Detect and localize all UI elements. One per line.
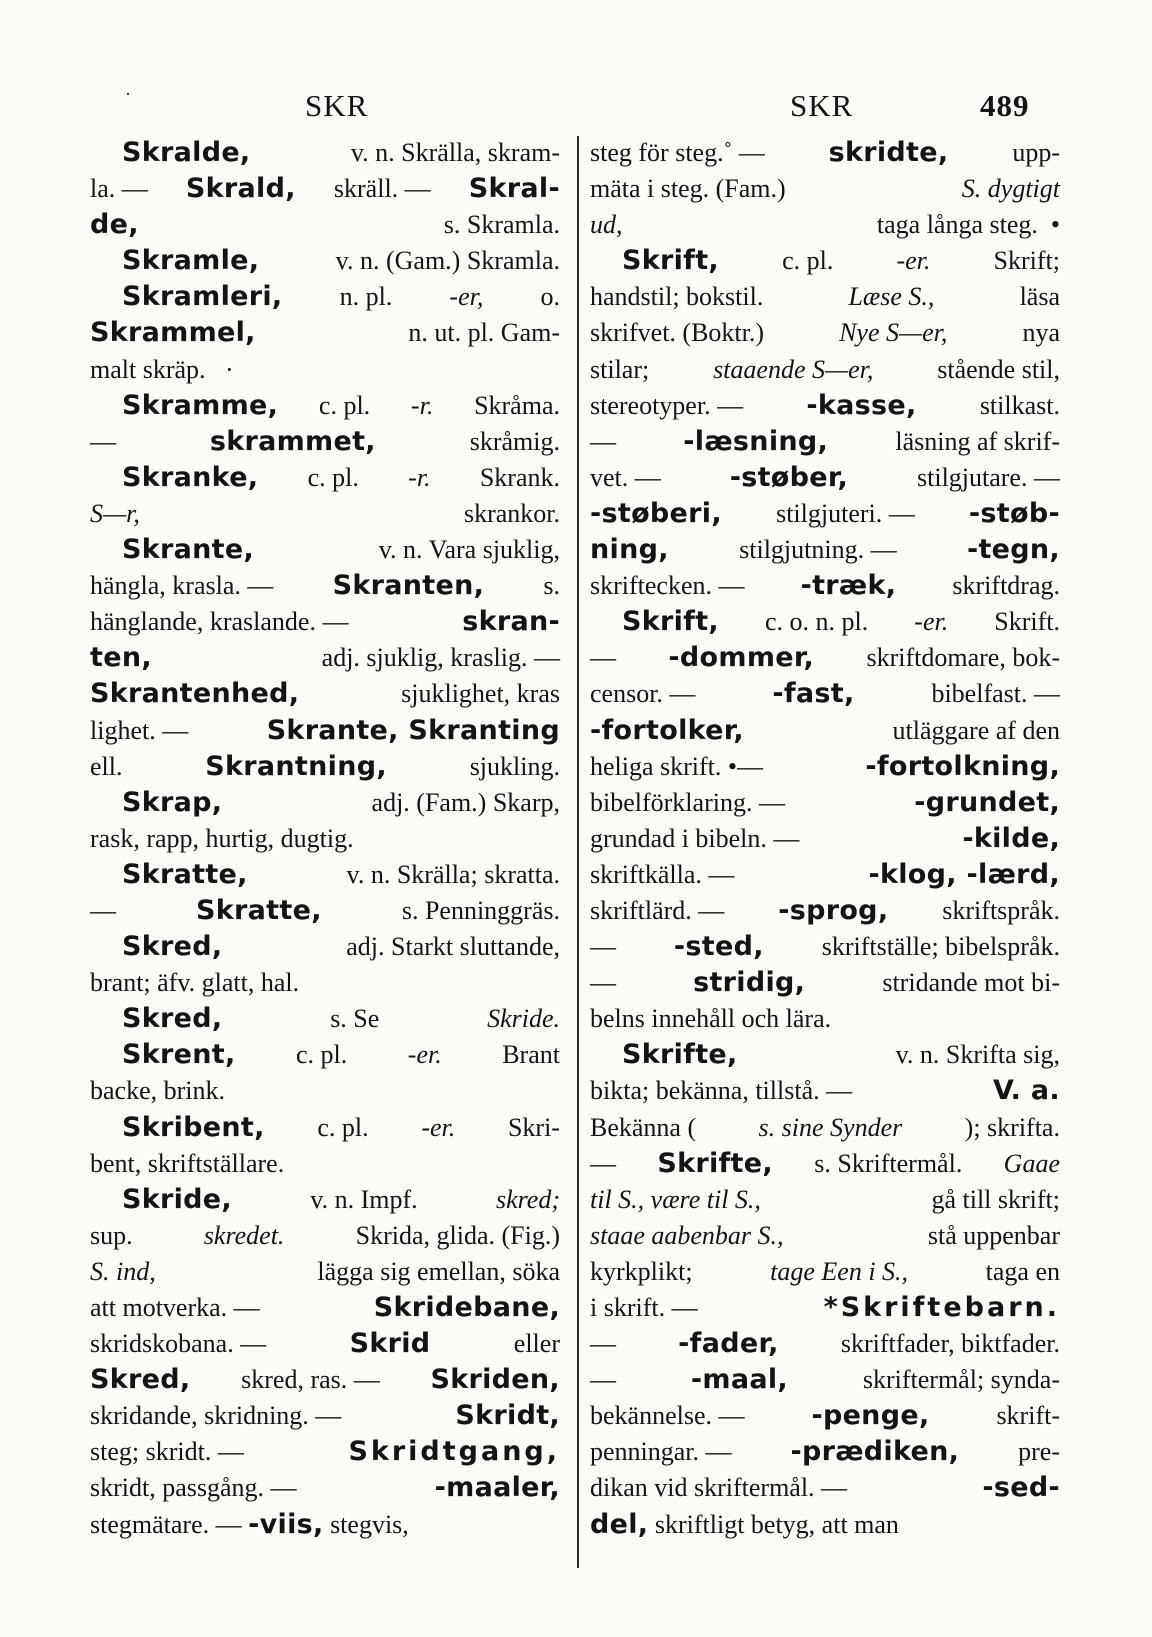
line-text: pre- (1011, 1437, 1060, 1467)
line-text: lighet. — (90, 715, 195, 745)
line-text: bent, skriftställare. (90, 1148, 285, 1178)
line-text: v. n. Skrifta sig, (889, 1040, 1060, 1070)
headword: Skrammel, (90, 317, 256, 349)
line-text: S—r, (90, 498, 140, 528)
text-line (590, 1182, 1060, 1218)
line-text: skrifvet. (Boktr.) (590, 318, 771, 348)
headword: Skridtgang, (348, 1436, 560, 1468)
text-line (90, 857, 560, 893)
line-text: s. (536, 571, 560, 601)
line-text: c. pl. (289, 1040, 354, 1070)
text-line (590, 821, 1060, 857)
headword: Skrantenhed, (90, 678, 300, 710)
left-column (90, 135, 560, 1543)
headword: Skrald, (185, 173, 296, 205)
headword: -sprog, (778, 894, 889, 926)
text-line (90, 171, 560, 207)
line-text: s. Skriftermål. (807, 1148, 969, 1178)
headword: Skrift, (622, 245, 719, 277)
line-text: Gaae (1003, 1148, 1060, 1178)
line-text: vet. — (590, 462, 668, 492)
text-line (90, 604, 560, 640)
text-line (590, 207, 1060, 243)
text-line (90, 424, 560, 460)
line-text: n. pl. (333, 282, 399, 312)
text-line (90, 929, 560, 965)
headword: skrammet, (209, 425, 376, 457)
line-text: Bekänna ( (590, 1112, 697, 1142)
line-text: — (590, 1148, 623, 1178)
text-line (90, 1362, 560, 1398)
headword: -fader, (678, 1328, 779, 1360)
line-text: — (590, 1365, 623, 1395)
headword: Skride, (122, 1183, 232, 1215)
text-line (590, 604, 1060, 640)
line-text: skriftfader, biktfader. (834, 1329, 1060, 1359)
text-line (590, 460, 1060, 496)
headword: Skriden, (430, 1364, 560, 1396)
headword: Skrap, (122, 786, 223, 818)
line-text: stilgjutare. — (910, 462, 1060, 492)
left-running-head: SKR (305, 88, 369, 123)
line-text: bekännelse. — (590, 1401, 752, 1431)
line-text: Skrift; (987, 246, 1060, 276)
text-line (90, 749, 560, 785)
headword: Skrante, (122, 534, 255, 566)
text-line (90, 893, 560, 929)
text-line (590, 243, 1060, 279)
text-line (90, 1290, 560, 1326)
line-text: tage Een i S., (770, 1256, 909, 1286)
line-text: Skrida, glida. (Fig.) (349, 1220, 560, 1250)
line-text: staaende S—er, (713, 354, 874, 384)
line-text: taga långa steg. • (870, 210, 1060, 240)
line-text: -er. (407, 1040, 442, 1070)
line-text: skriftdrag. (945, 571, 1060, 601)
text-line (590, 532, 1060, 568)
line-text: c. pl. (301, 462, 366, 492)
line-text: skredet. (203, 1220, 285, 1250)
line-text: n. ut. pl. Gam- (401, 318, 560, 348)
line-text: Brant (495, 1040, 560, 1070)
line-text: staae aabenbar S., (590, 1220, 784, 1250)
text-line (90, 135, 560, 171)
text-line (590, 568, 1060, 604)
line-text: v. n. Skrälla, skram- (344, 138, 560, 167)
headword: Skrifte, (622, 1039, 738, 1071)
text-line (90, 496, 560, 532)
line-text: c. pl. (310, 1112, 376, 1142)
line-text: upp- (1005, 138, 1060, 167)
line-text: stereotyper. — (590, 390, 750, 420)
headword: Skramle, (122, 245, 260, 277)
headword: -støberi, (590, 497, 722, 529)
line-text: hänglande, kraslande. — (90, 607, 355, 637)
line-text: bibelförklaring. — (590, 787, 792, 817)
text-line (90, 1470, 560, 1506)
text-line (90, 1218, 560, 1254)
headword: stridig, (693, 967, 806, 999)
line-text: skriftecken. — (590, 571, 752, 601)
line-text: Skråma. (467, 390, 560, 420)
headword: -maaler, (434, 1472, 560, 1504)
text-line (590, 388, 1060, 424)
line-text: skridt, passgång. — (90, 1473, 304, 1503)
text-line (90, 1507, 560, 1543)
headword: skridte, (828, 137, 949, 168)
line-text: Skri- (501, 1112, 560, 1142)
line-text: -er. (914, 607, 949, 637)
line-text: adj. Starkt sluttande, (339, 932, 560, 962)
line-text: bikta; bekänna, tillstå. — (590, 1076, 859, 1106)
headword: Skridebane, (373, 1292, 560, 1323)
line-text: malt skräp. · (90, 354, 234, 384)
text-line (90, 1434, 560, 1470)
headword: -grundet, (914, 786, 1060, 818)
header-dot: · (125, 84, 132, 104)
headword: Skred, (122, 931, 223, 963)
line-text: Læse S., (848, 282, 935, 312)
line-text: c. pl. (775, 246, 840, 276)
text-line (590, 171, 1060, 207)
headword: Skramleri, (122, 281, 283, 313)
headword: Skranke, (122, 461, 259, 493)
line-text: läsning af skrif- (888, 426, 1060, 456)
line-text: sjuklighet, kras (394, 679, 560, 709)
line-text: stilgjutning. — (732, 535, 904, 565)
line-text: skrift- (989, 1401, 1060, 1431)
line-text: stegvis, (323, 1509, 409, 1539)
line-text: nya (1015, 318, 1060, 348)
line-text: la. — (90, 174, 155, 204)
line-text: — (90, 895, 123, 925)
line-text: skräll. — (327, 174, 438, 204)
line-text: ud, (590, 210, 623, 240)
headword: Skribent, (122, 1111, 265, 1143)
headword: Skrante, Skranting (266, 714, 560, 746)
headword: -fortolkning, (865, 750, 1060, 782)
text-line (590, 424, 1060, 460)
text-line (590, 1398, 1060, 1434)
line-text: Skrift. (987, 607, 1060, 637)
headword: *Skriftebarn. (823, 1292, 1060, 1323)
text-line (590, 315, 1060, 351)
headword: V. a. (992, 1075, 1060, 1107)
text-line (90, 785, 560, 821)
headword: Skralde, (122, 137, 251, 168)
headword: Skrantning, (205, 750, 387, 782)
headword: Skratte, (196, 894, 322, 926)
headword: ning, (590, 534, 669, 566)
headword: Skratte, (122, 858, 248, 890)
line-text: utläggare af den (886, 715, 1060, 745)
line-text: — (590, 1329, 623, 1359)
line-text: brant; äfv. glatt, hal. (90, 968, 300, 998)
text-line (90, 1254, 560, 1290)
line-text: penningar. — (590, 1437, 739, 1467)
text-line (90, 1182, 560, 1218)
line-text: eller (507, 1329, 560, 1359)
line-text: stridande mot bi- (875, 968, 1060, 998)
line-text: — (590, 643, 623, 673)
line-text: v. n. Vara sjuklig, (372, 535, 560, 565)
line-text: o. (533, 282, 560, 312)
line-text: taga en (979, 1256, 1060, 1286)
text-line (90, 352, 560, 388)
text-line (90, 568, 560, 604)
text-line (590, 1507, 1060, 1543)
line-text: skriftermål; synda- (856, 1365, 1060, 1395)
line-text: — (590, 426, 623, 456)
line-text: kyrkplikt; (590, 1256, 700, 1286)
text-line (90, 1001, 560, 1037)
line-text: stå uppenbar (921, 1220, 1060, 1250)
line-text: handstil; bokstil. (590, 282, 770, 312)
text-line (90, 676, 560, 712)
line-text: dikan vid skriftermål. — (590, 1473, 854, 1503)
line-text: stilgjuteri. — (769, 498, 922, 528)
line-text: s. Se (323, 1004, 386, 1034)
line-text: v. n. Impf. (303, 1184, 425, 1214)
text-line (90, 965, 560, 1001)
line-text: — (90, 426, 123, 456)
text-line (90, 640, 560, 676)
line-text: ); skrifta. (964, 1112, 1060, 1142)
headword: -dommer, (668, 642, 815, 674)
line-text: -r. (408, 462, 431, 492)
headword: Skramme, (122, 389, 279, 421)
headword: -sted, (673, 931, 764, 963)
line-text: skråmig. (463, 426, 560, 456)
line-text: skriftställe; bibelspråk. (815, 932, 1060, 962)
line-text: rask, rapp, hurtig, dugtig. (90, 823, 354, 853)
line-text: — (590, 968, 623, 998)
text-line (90, 388, 560, 424)
line-text: Skrank. (473, 462, 560, 492)
line-text: til S., være til S., (590, 1184, 761, 1214)
headword: -fast, (772, 678, 855, 710)
headword: Skranten, (332, 570, 485, 602)
text-line (590, 352, 1060, 388)
text-line (590, 857, 1060, 893)
text-line (90, 713, 560, 749)
headword: -klog, -lærd, (868, 858, 1060, 890)
line-text: lägga sig emellan, söka (310, 1256, 560, 1286)
line-text: skred, ras. — (234, 1365, 387, 1395)
headword: skran- (462, 606, 560, 638)
headword: Skrift, (622, 606, 719, 638)
text-line (90, 315, 560, 351)
text-line (590, 1110, 1060, 1146)
text-line (590, 640, 1060, 676)
headword: Skred, (122, 1003, 223, 1035)
line-text: skriftspråk. (935, 895, 1060, 925)
right-running-head: SKR (790, 88, 854, 123)
line-text: -er, (449, 282, 484, 312)
line-text: belns innehåll och lära. (590, 1004, 832, 1034)
text-line (90, 532, 560, 568)
line-text: mäta i steg. (Fam.) (590, 174, 793, 204)
text-line (90, 821, 560, 857)
line-text: censor. — (590, 679, 702, 709)
text-line (90, 1398, 560, 1434)
text-line (590, 1326, 1060, 1362)
line-text: Skride. (487, 1004, 560, 1034)
text-line (90, 1037, 560, 1073)
line-text: c. pl. (312, 390, 377, 420)
line-text: läsa (1013, 282, 1060, 312)
headword: ten, (90, 642, 152, 674)
right-column (590, 135, 1060, 1543)
headword: -maal, (690, 1364, 788, 1396)
line-text: i skrift. — (590, 1293, 705, 1322)
line-text: S. dygtigt (961, 174, 1060, 204)
headword: -støber, (729, 461, 849, 493)
text-line (590, 1254, 1060, 1290)
headword: -kasse, (806, 389, 917, 421)
line-text: stilar; (590, 354, 656, 384)
text-line (590, 1470, 1060, 1506)
headword: -sed- (982, 1472, 1060, 1504)
line-text: adj. (Fam.) Skarp, (365, 787, 560, 817)
line-text: ell. (90, 751, 129, 781)
line-text: skriftdomare, bok- (859, 643, 1060, 673)
headword: Skrent, (122, 1039, 236, 1071)
line-text: c. o. n. pl. (758, 607, 875, 637)
text-line (590, 785, 1060, 821)
text-line (590, 929, 1060, 965)
headword: Skrifte, (657, 1147, 773, 1179)
text-line (590, 1146, 1060, 1182)
text-line (90, 460, 560, 496)
line-text: backe, brink. (90, 1076, 226, 1106)
headword: -viis, (248, 1508, 324, 1540)
headword: -støb- (968, 497, 1060, 529)
line-text: stilkast. (973, 390, 1060, 420)
line-text: v. n. (Gam.) Skramla. (329, 246, 560, 276)
text-line (590, 749, 1060, 785)
headword: -læsning, (683, 425, 829, 457)
text-line (590, 893, 1060, 929)
line-text: v. n. Skrälla; skratta. (340, 859, 560, 889)
line-text: skrankor. (457, 498, 560, 528)
headword: Skred, (90, 1364, 191, 1396)
text-line (590, 279, 1060, 315)
text-line (590, 965, 1060, 1001)
headword: de, (90, 209, 139, 241)
line-text: -er. (421, 1112, 456, 1142)
text-line (90, 1110, 560, 1146)
text-line (90, 1326, 560, 1362)
line-text: steg; skridt. — (90, 1437, 251, 1467)
column-divider (577, 136, 579, 1568)
headword: -penge, (811, 1400, 930, 1432)
line-text: stående stil, (930, 354, 1060, 384)
line-text: skriftlärd. — (590, 895, 731, 925)
line-text: -r. (410, 390, 434, 420)
headword: Skrid (349, 1328, 431, 1360)
line-text: hängla, krasla. — (90, 571, 280, 601)
line-text: skriftkälla. — (590, 859, 741, 889)
text-line (590, 1218, 1060, 1254)
headword: -træk, (800, 570, 897, 602)
text-line (590, 1073, 1060, 1109)
line-text: Nye S—er, (839, 318, 948, 348)
headword: -prædiken, (790, 1436, 960, 1468)
page-number: 489 (980, 88, 1030, 123)
line-text: steg för steg.˚ — (590, 138, 772, 167)
text-line (90, 1073, 560, 1109)
text-line (90, 207, 560, 243)
text-line (590, 135, 1060, 171)
line-text: skred; (495, 1184, 560, 1214)
text-line (590, 1434, 1060, 1470)
line-text: grundad i bibeln. — (590, 823, 806, 853)
text-line (590, 1037, 1060, 1073)
text-line (590, 496, 1060, 532)
headword: -kilde, (962, 822, 1060, 854)
text-line (90, 279, 560, 315)
line-text: stegmätare. — (90, 1509, 249, 1539)
line-text: att motverka. — (90, 1293, 267, 1322)
line-text: sjukling. (463, 751, 560, 781)
text-line (590, 1290, 1060, 1326)
line-text: s. sine Synder (758, 1112, 903, 1142)
line-text: — (590, 932, 623, 962)
line-text: -er. (896, 246, 931, 276)
headword: -tegn, (966, 534, 1060, 566)
line-text: heliga skrift. •— (590, 751, 770, 781)
text-line (90, 1146, 560, 1182)
line-text: skridande, skridning. — (90, 1401, 348, 1431)
headword: -fortolker, (590, 714, 744, 746)
text-line (590, 1362, 1060, 1398)
headword: Skridt, (455, 1400, 560, 1432)
line-text: gå till skrift; (924, 1184, 1060, 1214)
line-text: S. ind, (90, 1256, 156, 1286)
text-line (590, 676, 1060, 712)
text-line (590, 1001, 1060, 1037)
line-text: skridskobana. — (90, 1329, 273, 1359)
line-text: adj. sjuklig, kraslig. — (315, 643, 560, 673)
headword: Skral- (468, 173, 560, 205)
line-text: s. Skramla. (437, 210, 560, 240)
line-text: skriftligt betyg, att man (648, 1509, 899, 1539)
text-line (90, 243, 560, 279)
line-text: sup. (90, 1220, 140, 1250)
headword: del, (590, 1508, 649, 1540)
line-text: s. Penninggräs. (395, 895, 560, 925)
line-text: bibelfast. — (924, 679, 1060, 709)
text-line (590, 713, 1060, 749)
running-header (0, 78, 1152, 128)
